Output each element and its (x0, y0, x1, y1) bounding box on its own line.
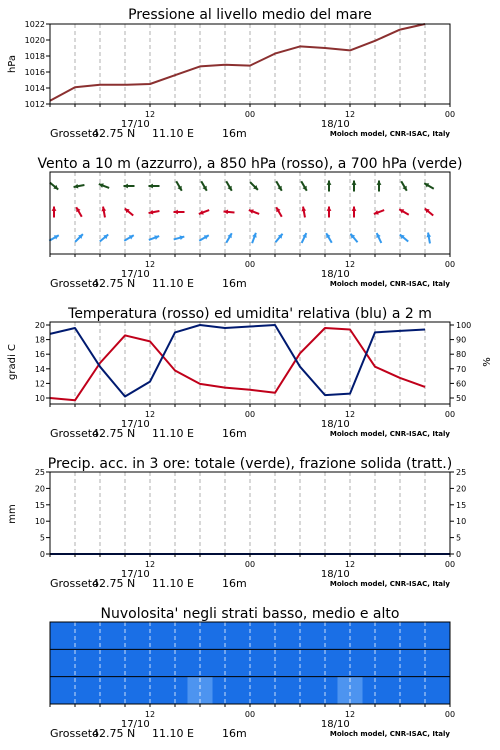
station-lat: 42.75 N (92, 427, 136, 440)
model-credit: Moloch model, CNR-ISAC, Italy (329, 280, 450, 288)
y-tick-label: 20 (34, 321, 45, 330)
y-tick-label: 1016 (24, 68, 45, 77)
y-tick-label: 10 (456, 517, 467, 527)
wind-arrow-head (327, 181, 332, 185)
model-credit: Moloch model, CNR-ISAC, Italy (329, 580, 450, 588)
wind-frame (50, 172, 450, 254)
wind-panel (37, 156, 462, 290)
x-tick-label: 00 (244, 110, 256, 119)
pressure-panel (7, 7, 455, 140)
x-tick-label: 00 (444, 260, 456, 269)
wind-arrow (327, 181, 332, 192)
y-tick-label: 1020 (24, 36, 45, 45)
station-elev: 16m (222, 577, 247, 590)
y-tick-label: 50 (456, 394, 467, 403)
wind-arrow (425, 208, 433, 215)
x-tick-label: 00 (244, 410, 256, 419)
wind-x-ticks (50, 254, 455, 290)
wind-arrows (49, 181, 434, 244)
wind-arrow-head (124, 184, 128, 189)
wind-arrow (249, 209, 259, 214)
y-tick-label: 15 (456, 500, 467, 510)
wind-arrow (100, 234, 108, 241)
wind-arrow (326, 233, 332, 243)
pressure-x-ticks (50, 104, 455, 140)
y-tick-label: 100 (456, 321, 472, 330)
x-date-label: 18/10 (320, 719, 350, 730)
wind-arrow (52, 207, 57, 218)
temp-rh-frame (50, 322, 450, 404)
x-tick-label: 00 (444, 560, 456, 569)
station-lon: 11.10 E (152, 427, 194, 440)
cloud-cover-fill (50, 622, 450, 704)
station-lat: 42.75 N (92, 727, 136, 740)
station-lat: 42.75 N (92, 577, 136, 590)
station-elev: 16m (222, 727, 247, 740)
x-tick-label: 00 (244, 560, 256, 569)
y-tick-label: 1014 (24, 84, 45, 93)
wind-arrow (377, 181, 382, 192)
x-date-label: 17/10 (120, 269, 150, 280)
wind-arrow (276, 207, 282, 217)
x-tick-label: 00 (444, 710, 456, 719)
x-tick-label: 12 (344, 410, 356, 419)
wind-arrow (76, 207, 82, 217)
precip-x-ticks (50, 554, 455, 590)
precip-y-ticks (35, 468, 50, 559)
y-tick-label: 25 (456, 468, 467, 477)
temp-rh-title: Temperatura (rosso) ed umidita' relativa (blu) a 2 m (68, 306, 432, 322)
y-tick-label: 10 (34, 394, 45, 403)
temp-rh-series (50, 325, 425, 400)
y-tick-label: 16 (34, 350, 45, 360)
model-credit: Moloch model, CNR-ISAC, Italy (329, 130, 450, 138)
y-tick-label: 0 (39, 550, 45, 559)
y-tick-label: 14 (34, 364, 45, 374)
x-date-label: 18/10 (320, 569, 350, 580)
y-tick-label: 5 (39, 533, 45, 543)
wind-arrow (250, 182, 258, 190)
station-lon: 11.10 E (152, 727, 194, 740)
pressure-line (50, 24, 425, 101)
x-tick-label: 00 (244, 710, 256, 719)
rh-ylabel: % (482, 357, 493, 367)
y-tick-label: 10 (34, 517, 45, 527)
x-tick-label: 12 (144, 710, 156, 719)
y-tick-label: 1022 (24, 20, 45, 29)
station-elev: 16m (222, 427, 247, 440)
y-tick-label: 60 (456, 379, 467, 389)
precip-title: Precip. acc. in 3 ore: totale (verde), frazione solida (tratt.) (47, 456, 453, 472)
x-date-label: 17/10 (120, 569, 150, 580)
temp-rh-x-ticks (50, 404, 455, 440)
x-tick-label: 00 (444, 410, 456, 419)
wind-arrow (226, 233, 232, 243)
x-tick-label: 12 (344, 110, 356, 119)
x-date-label: 17/10 (120, 119, 150, 130)
wind-arrow-head (327, 207, 332, 211)
station-lon: 11.10 E (152, 127, 194, 140)
wind-arrow-head (352, 181, 357, 185)
clouds-cells (50, 622, 450, 704)
wind-arrow-head (377, 181, 382, 185)
y-tick-label: 18 (34, 335, 45, 345)
x-tick-label: 12 (144, 260, 156, 269)
y-tick-label: 15 (34, 500, 45, 510)
station-elev: 16m (222, 277, 247, 290)
wind-arrow (276, 181, 282, 191)
wind-arrow (49, 235, 59, 241)
x-tick-label: 12 (144, 560, 156, 569)
clouds-title: Nuvolosita' negli strati basso, medio e alto (100, 606, 400, 622)
y-tick-label: 90 (456, 335, 467, 345)
wind-arrow (352, 181, 357, 192)
temperature-line (50, 328, 425, 400)
y-tick-label: 1018 (24, 52, 45, 61)
x-tick-label: 12 (344, 260, 356, 269)
wind-arrow (50, 182, 58, 189)
pressure-title: Pressione al livello medio del mare (128, 7, 372, 23)
station-lat: 42.75 N (92, 127, 136, 140)
station-name: Grosseto (50, 727, 99, 740)
wind-arrow (176, 181, 182, 191)
wind-arrow (352, 207, 357, 218)
x-date-label: 17/10 (120, 719, 150, 730)
wind-arrow-head (149, 184, 153, 189)
precip-frame (50, 472, 450, 554)
pressure-y-ticks (25, 20, 50, 109)
y-tick-label: 20 (34, 484, 45, 494)
wind-arrow (424, 183, 434, 189)
y-tick-label: 20 (456, 484, 467, 494)
wind-arrow (101, 207, 106, 218)
x-date-label: 18/10 (320, 419, 350, 430)
x-tick-label: 12 (344, 710, 356, 719)
x-tick-label: 12 (344, 560, 356, 569)
rh-y-ticks (450, 321, 471, 403)
station-lat: 42.75 N (92, 277, 136, 290)
humidity-line (50, 325, 425, 397)
pressure-grid (75, 24, 425, 104)
wind-arrow (327, 207, 332, 218)
x-tick-label: 00 (244, 260, 256, 269)
x-date-label: 18/10 (320, 269, 350, 280)
wind-arrow (124, 235, 134, 241)
precip-panel (7, 456, 466, 590)
y-tick-label: 12 (34, 379, 45, 389)
x-tick-label: 12 (144, 410, 156, 419)
wind-arrow (125, 208, 133, 215)
precip-ylabel: mm (7, 504, 18, 524)
pressure-ylabel: hPa (7, 54, 18, 74)
wind-arrow (252, 233, 257, 243)
wind-arrow (426, 233, 431, 244)
x-date-label: 17/10 (120, 419, 150, 430)
wind-arrow-head (174, 210, 178, 215)
temp-ylabel: gradi C (7, 344, 18, 380)
clouds-x-ticks (50, 704, 455, 740)
wind-arrow (201, 181, 207, 191)
wind-arrow (399, 209, 409, 215)
station-name: Grosseto (50, 277, 99, 290)
y-tick-label: 25 (34, 468, 45, 477)
wind-arrow (275, 234, 282, 242)
model-credit: Moloch model, CNR-ISAC, Italy (329, 730, 450, 738)
wind-arrow (301, 181, 307, 191)
station-name: Grosseto (50, 127, 99, 140)
clouds-panel (50, 606, 455, 740)
temp-y-ticks (35, 321, 50, 403)
wind-arrow (400, 234, 408, 241)
temp-rh-panel (7, 306, 493, 440)
wind-arrow-head (352, 207, 357, 211)
y-tick-label: 5 (456, 533, 462, 543)
x-date-label: 18/10 (320, 119, 350, 130)
wind-arrow (401, 181, 407, 191)
wind-arrow-head (224, 210, 229, 215)
y-tick-label: 0 (456, 550, 462, 559)
y-tick-label: 80 (456, 350, 467, 360)
station-elev: 16m (222, 127, 247, 140)
wind-arrow (199, 235, 209, 241)
pressure-frame (50, 24, 450, 104)
station-name: Grosseto (50, 577, 99, 590)
wind-arrow (75, 234, 83, 242)
wind-arrow (302, 233, 307, 243)
wind-arrow-head (52, 207, 57, 211)
station-name: Grosseto (50, 427, 99, 440)
precip-grid (75, 472, 425, 554)
y-tick-label: 70 (456, 364, 467, 374)
station-lon: 11.10 E (152, 277, 194, 290)
x-tick-label: 00 (444, 110, 456, 119)
wind-arrow (226, 181, 232, 191)
model-credit: Moloch model, CNR-ISAC, Italy (329, 430, 450, 438)
wind-title: Vento a 10 m (azzurro), a 850 hPa (rosso), a 700 hPa (verde) (37, 156, 463, 172)
x-tick-label: 12 (144, 110, 156, 119)
station-lon: 11.10 E (152, 577, 194, 590)
precip-y2-ticks (450, 468, 466, 559)
y-tick-label: 1012 (24, 100, 45, 109)
pressure-series (50, 24, 425, 101)
wind-arrow (350, 234, 357, 242)
wind-arrow (376, 233, 381, 243)
wind-arrow (301, 207, 306, 218)
